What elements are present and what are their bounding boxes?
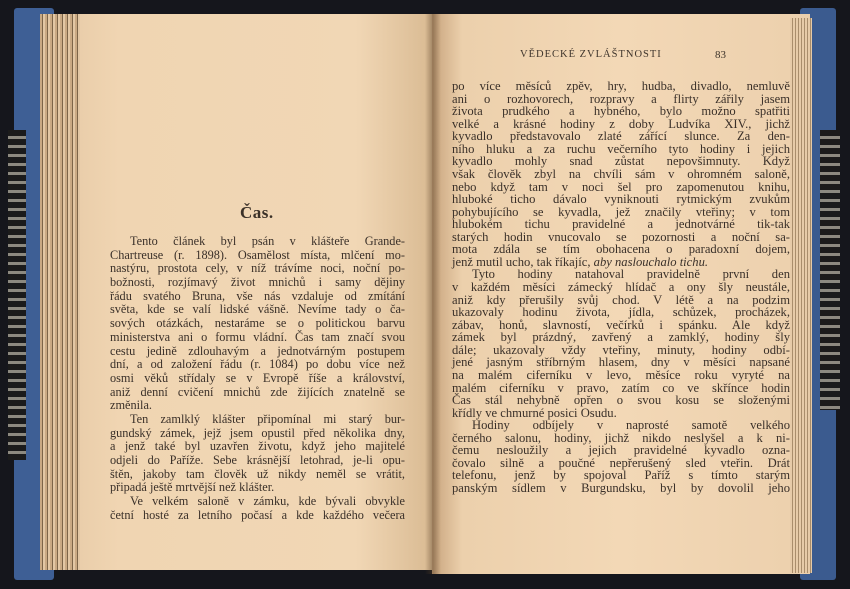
text-line bbox=[110, 399, 405, 413]
text-line bbox=[110, 495, 405, 509]
text-line bbox=[110, 358, 405, 372]
text-line bbox=[110, 427, 405, 441]
chapter-title: Čas. bbox=[240, 203, 274, 222]
line-text: osmi věků střídaly se v Evropě říše a království, bbox=[110, 370, 405, 385]
text-line bbox=[110, 331, 405, 345]
text-line bbox=[110, 468, 405, 482]
right-page-text bbox=[452, 80, 790, 495]
line-text: kyvadlo představovalo zlaté zářící slunce. Za den- bbox=[452, 129, 790, 144]
line-text: však člověk zbyl na chvíli sám v ohromném saloně, bbox=[452, 166, 790, 181]
line-text: dní, a od založení řádu (r. 1084) po dobu více než bbox=[110, 357, 405, 372]
text-line bbox=[110, 276, 405, 290]
line-text: Hodiny odbíjely v naprosté samotě velkého bbox=[472, 418, 790, 433]
text-line bbox=[110, 386, 405, 400]
page-number: 83 bbox=[715, 49, 726, 61]
text-line bbox=[110, 235, 405, 249]
line-text: aniž denní cvičení mnichů zde žijících znatelně se bbox=[110, 384, 405, 399]
right-page-edges bbox=[790, 18, 812, 573]
line-text: zámek byl prázdný, zavřený a zamklý, hodiny šly bbox=[452, 330, 790, 345]
line-text: jenž mutil ucho, tak říkajíc, bbox=[452, 254, 594, 269]
line-text: cestu jedině zdlouhavým a jednotvárným postupem bbox=[110, 343, 405, 358]
line-text: křídly ve chmurné posici Osudu. bbox=[452, 405, 617, 420]
text-line bbox=[110, 509, 405, 523]
left-page-text bbox=[110, 235, 405, 522]
text-line bbox=[110, 440, 405, 454]
line-text: četní hosté za letního počasí a kde každého večera bbox=[110, 507, 405, 522]
line-text: pohybujícího se kyvadla, jež značily vteřiny; v tom bbox=[452, 204, 790, 219]
line-text: božnosti, rozjímavý život mnichů i samy dějiny bbox=[110, 275, 405, 290]
line-text: štěn, jakoby tam člověk už nikdy neměl se vrátit, bbox=[110, 466, 405, 481]
line-text: Tyto hodiny natahoval pravidelně první den bbox=[472, 267, 790, 282]
line-text: velké a krásné hodiny z doby Ludvíka XIV., jichž bbox=[452, 116, 790, 131]
line-text: starých hodin vnucovalo se pozornosti a noční sa- bbox=[452, 229, 790, 244]
line-text: ministerstva ani o formu vládní. Čas tam značí svou bbox=[110, 329, 405, 344]
text-line bbox=[110, 372, 405, 386]
line-text: řádu svatého Bruna, vše nás vzdaluje od zmítání bbox=[110, 288, 405, 303]
line-text: v každém měsíci zámecký hlídač a ony šly neustále, bbox=[452, 280, 790, 294]
line-text: ukazovaly hodinu života, jídla, schůzek, procházek, bbox=[452, 305, 790, 320]
running-head: VĚDECKÉ ZVLÁŠTNOSTI bbox=[520, 49, 662, 60]
book-gutter bbox=[425, 14, 441, 574]
line-text: černého salonu, hodiny, jichž nikdo neslyšel a k ni- bbox=[452, 430, 790, 445]
line-text: hluboké ticho dávalo vyniknouti rytmickým zvukům bbox=[452, 192, 790, 207]
left-page-edges bbox=[40, 14, 80, 570]
line-text: čovalo silně a poučné nepřerušený sled vteřin. Drát bbox=[452, 455, 790, 470]
line-text: Ve velkém saloně v zámku, kde bývali obvykle bbox=[130, 494, 405, 509]
line-text: ani o rozhovorech, rozpravy a flirty zářily jasem bbox=[452, 91, 790, 106]
text-line bbox=[110, 262, 405, 276]
line-text: panským sídlem v Burgundsku, byl by dovolil jeho bbox=[452, 481, 790, 495]
text-line bbox=[110, 481, 405, 495]
line-text: a jenž také byl uzavřen životu, když jeho majitelé bbox=[110, 439, 405, 454]
line-text: hlubokém tichu pravidelné a jednotvárné tik-tak bbox=[452, 217, 790, 232]
line-text: Ten zamlklý klášter připomínal mi starý bur- bbox=[130, 411, 405, 426]
line-text: aniž kdy přerušily svůj chod. V létě a na podzim bbox=[452, 292, 790, 307]
text-line bbox=[110, 454, 405, 468]
line-text: na malém ciferníku v levo, měsíce roku vyryté na bbox=[452, 367, 790, 382]
text-line bbox=[110, 249, 405, 263]
line-text: dále; ukazovaly vždy vteřiny, minuty, hodiny odbí- bbox=[452, 342, 790, 357]
line-text: Čas stál nehybně opřen o svou kosu se složenými bbox=[452, 393, 790, 408]
line-text: ního hluku a za ruchu večerního tyto hodiny i jejich bbox=[452, 141, 790, 156]
text-line bbox=[110, 303, 405, 317]
line-text: mota zdála se tím obohacena o paradoxní dojem, bbox=[452, 242, 790, 257]
line-text: nastýru, prostota cely, v níž trávíme noci, noční po- bbox=[110, 261, 405, 276]
line-text: sových otázkách, nestaráme se o politickou barvu bbox=[110, 316, 405, 331]
line-text: připadá ještě mrtvější než klášter. bbox=[110, 480, 275, 495]
line-text: odjeli do Paříže. Sebe krásnější letohrad, je-li opu- bbox=[110, 453, 405, 467]
line-text: života prudkého a hybného, bylo možno spatřiti bbox=[452, 104, 790, 119]
text-line bbox=[110, 290, 405, 304]
headband-left bbox=[8, 130, 26, 460]
line-text: změnila. bbox=[110, 398, 152, 413]
text-line bbox=[110, 317, 405, 331]
line-text: čemu nesloužily a jejich pravidelné kyvadlo ozna- bbox=[452, 443, 790, 458]
line-text: telefonu, jenž by spojoval Paříž s tímto starým bbox=[452, 468, 790, 483]
line-text: po více měsíců zpěv, hry, hudba, divadlo, nemluvě bbox=[452, 79, 790, 93]
italic-phrase: aby naslouchalo tichu. bbox=[593, 254, 709, 269]
text-line bbox=[110, 345, 405, 359]
line-text: Tento článek byl psán v klášteře Grande- bbox=[130, 234, 405, 248]
line-text: malém ciferníku v pravo, zatím co ve skřínce hodin bbox=[452, 380, 790, 395]
line-text: světa, kde se valí lidské vášně. Nevíme tady o ča- bbox=[110, 302, 405, 317]
headband-right bbox=[820, 130, 840, 410]
line-text: gundský zámek, jejž jsem opustil před několika dny, bbox=[110, 425, 405, 440]
line-text: nebo když tam v noci šel pro zapomenutou knihu, bbox=[452, 179, 790, 194]
text-line bbox=[110, 413, 405, 427]
line-text: jené jasným stříbrným hlasem, dny v měsíci napsané bbox=[452, 355, 790, 370]
line-text: zábav, honů, slavností, večírků i spánku. Ale když bbox=[452, 317, 790, 332]
line-text: Chartreuse (r. 1898). Osamělost místa, mlčení mo- bbox=[110, 247, 405, 262]
line-text: kyvadlo mohly snad zůstat nepovšimnuty. Když bbox=[452, 154, 790, 169]
text-line bbox=[452, 482, 790, 495]
